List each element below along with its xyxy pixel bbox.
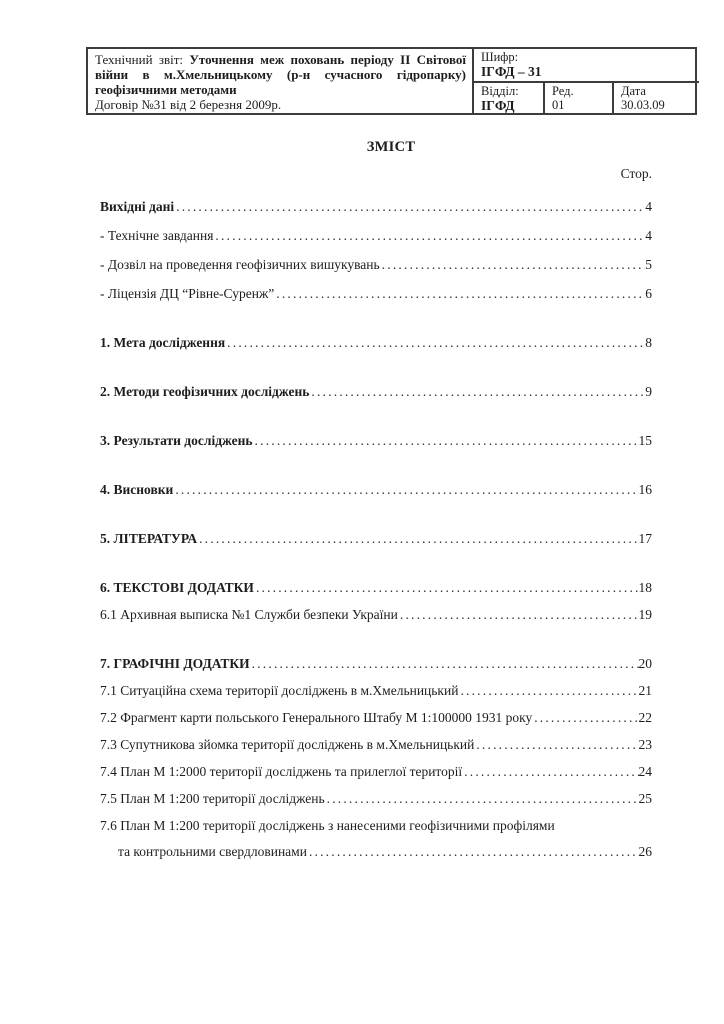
toc-entry-page: 6 (645, 286, 652, 301)
toc-entry (100, 763, 652, 781)
dot-leader (380, 256, 646, 274)
toc-entry-page: 23 (638, 737, 652, 752)
dot-leader (325, 790, 639, 808)
table-of-contents (100, 138, 652, 861)
toc-entry-page: 5 (645, 257, 652, 272)
cipher-cell (474, 49, 699, 83)
toc-entry (100, 682, 652, 700)
toc-entry-page: 9 (645, 384, 652, 399)
toc-entry-label: - Дозвіл на проведення геофізичних вишукувань (100, 257, 380, 272)
toc-entry (100, 709, 652, 727)
toc-entry-page: 18 (638, 580, 652, 595)
revision-label: Ред. (552, 84, 574, 98)
toc-entry-page: 19 (638, 607, 652, 622)
dot-leader (213, 227, 645, 245)
department-label: Відділ: (481, 84, 519, 98)
toc-entry-label: - Технічне завдання (100, 228, 214, 243)
dot-leader (458, 682, 638, 700)
toc-entry-label: 4. Висновки (100, 482, 174, 497)
toc-entry (100, 843, 652, 861)
dot-leader (250, 655, 639, 673)
toc-entry-page: 4 (645, 228, 652, 243)
toc-entry-label: 7.1 Ситуаційна схема території досліджень в м.Хмельницький (100, 683, 459, 698)
date-cell (614, 83, 699, 113)
toc-entry-page: 22 (638, 710, 652, 725)
revision-value: 01 (552, 98, 565, 112)
toc-entry-label: 5. ЛІТЕРАТУРА (100, 531, 198, 546)
toc-entry (100, 817, 652, 835)
dot-leader (253, 432, 639, 450)
toc-entry (100, 383, 652, 401)
report-title: Уточнення меж поховань періоду ІІ Світової війни в м.Хмельницькому (р-н сучасного гідропарку) геофізичними методами (95, 52, 467, 97)
report-title-cell (88, 49, 474, 113)
toc-entry-label: 7.5 План М 1:200 території досліджень (100, 791, 325, 806)
toc-entry-page: 17 (638, 531, 652, 546)
cipher-value: ІГФД – 31 (481, 64, 542, 79)
date-label: Дата (621, 84, 646, 98)
dot-leader (474, 736, 638, 754)
toc-entry (100, 227, 652, 245)
toc-entry (100, 790, 652, 808)
toc-entry-page: 16 (638, 482, 652, 497)
toc-entry-page: 24 (638, 764, 652, 779)
dot-leader (462, 763, 638, 781)
toc-entry-label: 7.6 План М 1:200 території досліджень з нанесеними геофізичними профілями (100, 818, 555, 833)
dot-leader (174, 198, 645, 216)
toc-entry-label: та контрольними свердловинами (118, 844, 307, 859)
toc-entry (100, 579, 652, 597)
dot-leader (398, 606, 639, 624)
toc-entry (100, 198, 652, 216)
toc-entry-label: 3. Результати досліджень (100, 433, 253, 448)
toc-entries (100, 198, 652, 861)
page-column-label: Стор. (620, 166, 652, 181)
toc-entry-page: 21 (638, 683, 652, 698)
toc-entry-page: 25 (638, 791, 652, 806)
toc-entry-page: 4 (645, 199, 652, 214)
toc-entry-label: 7.4 План М 1:2000 території досліджень та прилеглої території (100, 764, 463, 779)
dot-leader (309, 383, 645, 401)
report-header-table (86, 47, 697, 115)
toc-entry (100, 606, 652, 624)
toc-entry-label: Вихідні дані (100, 199, 175, 214)
toc-entry (100, 655, 652, 673)
toc-entry (100, 481, 652, 499)
toc-entry-label: 6. ТЕКСТОВІ ДОДАТКИ (100, 580, 254, 595)
toc-entry-page: 15 (638, 433, 652, 448)
report-title-paragraph (95, 52, 466, 97)
department-value: ІГФД (481, 98, 515, 113)
dot-leader (173, 481, 638, 499)
toc-entry-page: 20 (638, 656, 652, 671)
dot-leader (254, 579, 639, 597)
toc-entry-label: 7.2 Фрагмент карти польського Генерального Штабу М 1:100000 1931 року (100, 710, 533, 725)
report-type-label: Технічний звіт: (95, 52, 184, 67)
toc-entry-label: 7. ГРАФІЧНІ ДОДАТКИ (100, 656, 250, 671)
dot-leader (225, 334, 645, 352)
toc-entry (100, 256, 652, 274)
toc-entry (100, 334, 652, 352)
dot-leader (197, 530, 638, 548)
dot-leader (532, 709, 638, 727)
toc-entry-label: 6.1 Архивная выписка №1 Служби безпеки України (100, 607, 398, 622)
toc-entry-page: 8 (645, 335, 652, 350)
toc-entry-label: 1. Мета дослідження (100, 335, 226, 350)
toc-entry (100, 530, 652, 548)
toc-entry-label: - Ліцензія ДЦ “Рівне-Суренж” (100, 286, 275, 301)
contract-line: Договір №31 від 2 березня 2009р. (95, 97, 282, 112)
toc-entry-page: 26 (638, 844, 652, 859)
dot-leader (307, 843, 639, 861)
cipher-label: Шифр: (481, 50, 519, 64)
department-cell (474, 83, 545, 113)
toc-entry-label: 2. Методи геофізичних досліджень (100, 384, 310, 399)
date-value: 30.03.09 (621, 98, 665, 112)
toc-entry (100, 432, 652, 450)
toc-entry (100, 736, 652, 754)
toc-entry (100, 285, 652, 303)
toc-entry-label: 7.3 Супутникова зйомка території досліджень в м.Хмельницький (100, 737, 475, 752)
dot-leader (274, 285, 645, 303)
toc-title: ЗМІСТ (366, 139, 416, 155)
revision-cell (545, 83, 614, 113)
